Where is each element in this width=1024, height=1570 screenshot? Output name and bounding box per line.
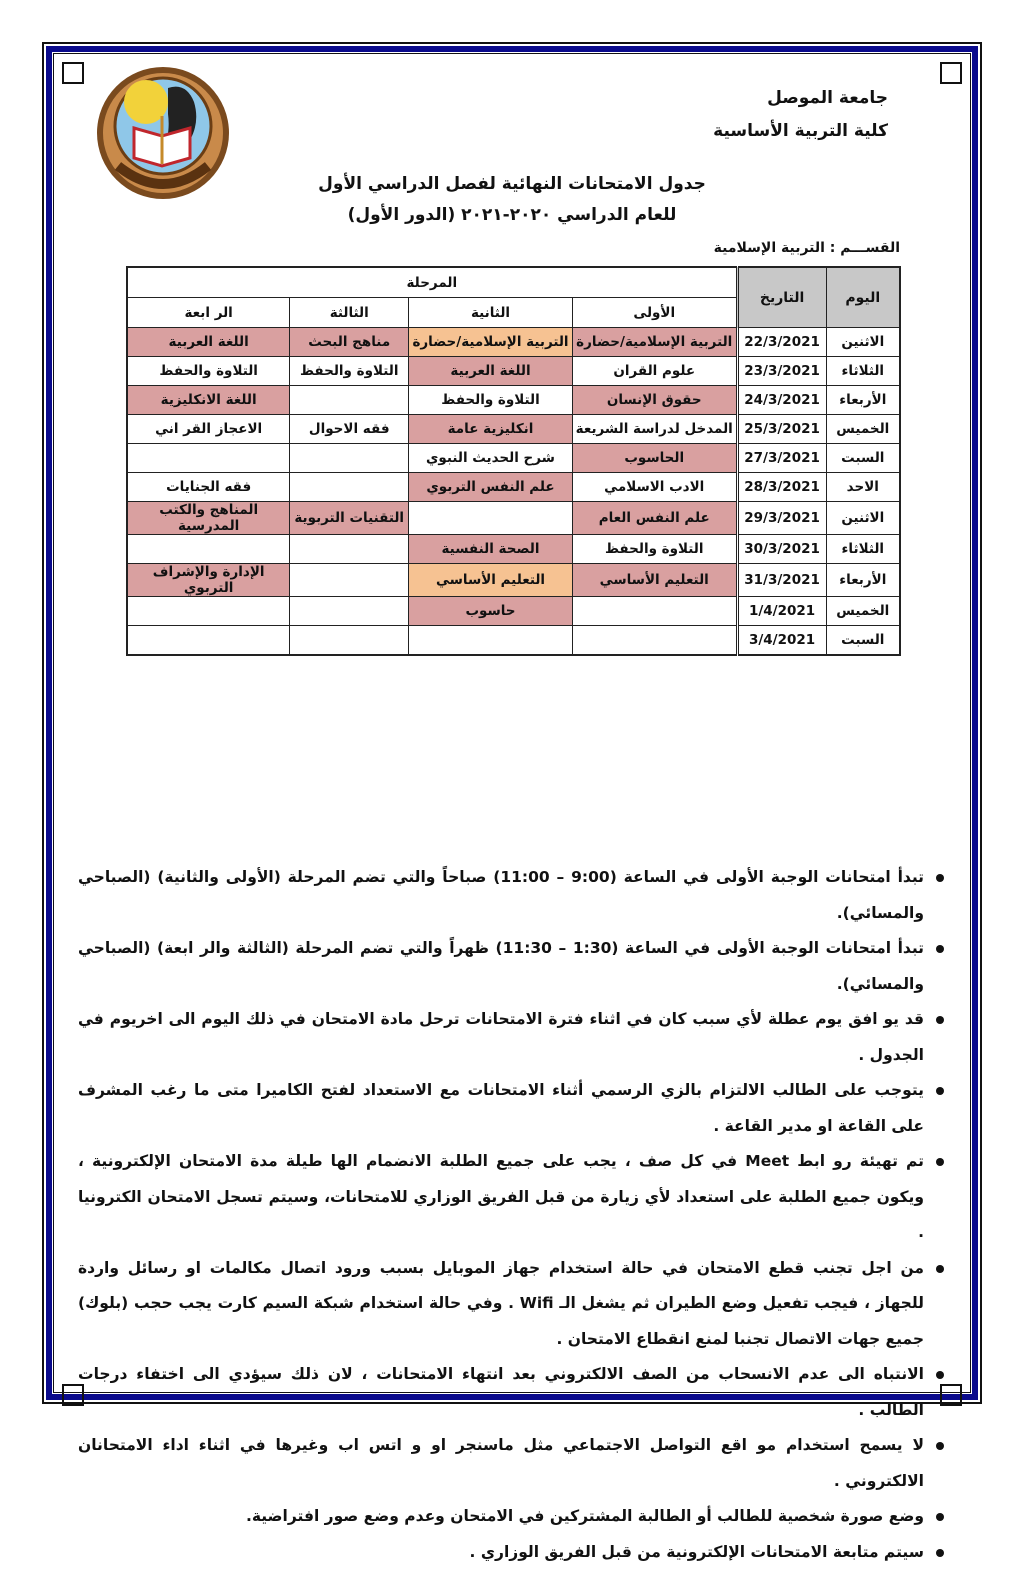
- subject-cell: التلاوة والحفظ: [572, 535, 737, 564]
- date-cell: 24/3/2021: [737, 386, 826, 415]
- exam-schedule-table: [126, 266, 901, 656]
- subject-cell: التلاوة والحفظ: [127, 357, 290, 386]
- subject-cell: [290, 444, 409, 473]
- subject-cell: [290, 535, 409, 564]
- subject-cell: اللغة الانكليزية: [127, 386, 290, 415]
- day-cell: الأربعاء: [826, 386, 900, 415]
- header-stage-2: الثانية: [409, 298, 573, 328]
- table-row: [127, 415, 900, 444]
- instruction-item: سيتم متابعة الامتحانات الإلكترونية من قبل الفريق الوزاري .: [78, 1535, 924, 1570]
- subject-cell: الصحة النفسية: [409, 535, 573, 564]
- subject-cell: علم النفس التربوي: [409, 473, 573, 502]
- instruction-item: تبدأ امتحانات الوجبة الأولى في الساعة (1:30 – 11:30) ظهراً والتي تضم المرحلة (الثالثة والر ابعة) (الصباحي والمسائي).: [78, 931, 924, 1002]
- subject-cell: المناهج والكتب المدرسية: [127, 502, 290, 535]
- date-cell: 29/3/2021: [737, 502, 826, 535]
- university-name: جامعة الموصل: [767, 88, 888, 108]
- header-day: اليوم: [826, 267, 900, 328]
- instruction-item: لا يسمح استخدام مو اقع التواصل الاجتماعي مثل ماسنجر او و اتس اب وغيرها في اثناء اداء الامتحانان الالكتروني .: [78, 1428, 924, 1499]
- document-subtitle: للعام الدراسي ٢٠٢٠-٢٠٢١ (الدور الأول): [0, 205, 1024, 225]
- subject-cell: [290, 386, 409, 415]
- date-cell: 31/3/2021: [737, 564, 826, 597]
- day-cell: الاثنين: [826, 328, 900, 357]
- subject-cell: [409, 502, 573, 535]
- table-row: [127, 444, 900, 473]
- day-cell: السبت: [826, 626, 900, 656]
- subject-cell: انكليزية عامة: [409, 415, 573, 444]
- date-cell: 27/3/2021: [737, 444, 826, 473]
- subject-cell: شرح الحديث النبوي: [409, 444, 573, 473]
- date-cell: 23/3/2021: [737, 357, 826, 386]
- border-corner-ornament: [940, 62, 962, 84]
- table-row: [127, 328, 900, 357]
- subject-cell: حاسوب: [409, 597, 573, 626]
- subject-cell: [290, 564, 409, 597]
- subject-cell: [572, 597, 737, 626]
- subject-cell: الإدارة والإشراف التربوي: [127, 564, 290, 597]
- instruction-item: من اجل تجنب قطع الامتحان في حالة استخدام جهاز الموبايل بسبب ورود اتصال مكالمات او رسائل واردة للجهاز ، فيجب تفعيل وضع الطيران ثم يشغل الـ Wifi . وفي حالة استخدام شبكة السيم كارت يجب حجب (بلوك) جميع جهات الاتصال تجنبا لمنع انقطاع الامتحان .: [78, 1251, 924, 1358]
- day-cell: الاحد: [826, 473, 900, 502]
- date-cell: 28/3/2021: [737, 473, 826, 502]
- exam-instructions-list: [78, 860, 942, 1570]
- subject-cell: حقوق الإنسان: [572, 386, 737, 415]
- table-row: [127, 386, 900, 415]
- subject-cell: المدخل لدراسة الشريعة: [572, 415, 737, 444]
- day-cell: الثلاثاء: [826, 535, 900, 564]
- subject-cell: [290, 597, 409, 626]
- table-row: [127, 597, 900, 626]
- day-cell: الأربعاء: [826, 564, 900, 597]
- header-stage-3: الثالثة: [290, 298, 409, 328]
- subject-cell: علم النفس العام: [572, 502, 737, 535]
- date-cell: 3/4/2021: [737, 626, 826, 656]
- date-cell: 30/3/2021: [737, 535, 826, 564]
- day-cell: الاثنين: [826, 502, 900, 535]
- subject-cell: [572, 626, 737, 656]
- subject-cell: الادب الاسلامي: [572, 473, 737, 502]
- subject-cell: [290, 473, 409, 502]
- instruction-item: الانتباه الى عدم الانسحاب من الصف الالكتروني بعد انتهاء الامتحانات ، لان ذلك سيؤدي الى اختفاء درجات الطالب .: [78, 1357, 924, 1428]
- day-cell: الخميس: [826, 415, 900, 444]
- subject-cell: التربية الإسلامية/حضارة: [572, 328, 737, 357]
- subject-cell: [127, 626, 290, 656]
- table-row: [127, 626, 900, 656]
- header-stage-1: الأولى: [572, 298, 737, 328]
- table-row: [127, 357, 900, 386]
- instruction-item: يتوجب على الطالب الالتزام بالزي الرسمي أثناء الامتحانات مع الاستعداد لفتح الكاميرا متى ما رغب المشرف على القاعة او مدير القاعة .: [78, 1073, 924, 1144]
- header-stage: المرحلة: [127, 267, 737, 298]
- subject-cell: [409, 626, 573, 656]
- subject-cell: الاعجاز القر اني: [127, 415, 290, 444]
- subject-cell: مناهج البحث: [290, 328, 409, 357]
- table-row: [127, 535, 900, 564]
- subject-cell: التعليم الأساسي: [409, 564, 573, 597]
- date-cell: 1/4/2021: [737, 597, 826, 626]
- subject-cell: التربية الإسلامية/حضارة: [409, 328, 573, 357]
- subject-cell: [127, 535, 290, 564]
- subject-cell: التعليم الأساسي: [572, 564, 737, 597]
- subject-cell: اللغة العربية: [409, 357, 573, 386]
- college-name: كلية التربية الأساسية: [713, 121, 888, 141]
- date-cell: 22/3/2021: [737, 328, 826, 357]
- subject-cell: الحاسوب: [572, 444, 737, 473]
- subject-cell: [127, 444, 290, 473]
- table-row: [127, 564, 900, 597]
- subject-cell: التقنيات التربوية: [290, 502, 409, 535]
- day-cell: الثلاثاء: [826, 357, 900, 386]
- subject-cell: [127, 597, 290, 626]
- header-date: التاريخ: [737, 267, 826, 328]
- instruction-item: قد يو افق يوم عطلة لأي سبب كان في اثناء فترة الامتحانات ترحل مادة الامتحان في ذلك اليوم الى اخريوم في الجدول .: [78, 1002, 924, 1073]
- department-label: القســـم : التربية الإسلامية: [714, 240, 900, 256]
- subject-cell: [290, 626, 409, 656]
- date-cell: 25/3/2021: [737, 415, 826, 444]
- instruction-item: تم تهيئة رو ابط Meet في كل صف ، يجب على جميع الطلبة الانضمام الها طيلة مدة الامتحان الإلكترونية ، ويكون جميع الطلبة على استعداد لأي زيارة من قبل الفريق الوزاري للامتحانات، وسيتم تسجل الامتحان الكترونيا .: [78, 1144, 924, 1251]
- subject-cell: فقه الاحوال: [290, 415, 409, 444]
- subject-cell: فقه الجنايات: [127, 473, 290, 502]
- table-row: [127, 473, 900, 502]
- instruction-item: وضع صورة شخصية للطالب أو الطالبة المشتركين في الامتحان وعدم وضع صور افتراضية.: [78, 1499, 924, 1535]
- document-title: جدول الامتحانات النهائية لفصل الدراسي الأول: [0, 174, 1024, 194]
- instruction-item: تبدأ امتحانات الوجبة الأولى في الساعة (9:00 – 11:00) صباحاً والتي تضم المرحلة (الأولى والثانية) (الصباحي والمسائي).: [78, 860, 924, 931]
- day-cell: السبت: [826, 444, 900, 473]
- subject-cell: التلاوة والحفظ: [290, 357, 409, 386]
- subject-cell: التلاوة والحفظ: [409, 386, 573, 415]
- subject-cell: اللغة العربية: [127, 328, 290, 357]
- header-stage-4: الر ابعة: [127, 298, 290, 328]
- table-row: [127, 502, 900, 535]
- subject-cell: علوم القران: [572, 357, 737, 386]
- day-cell: الخميس: [826, 597, 900, 626]
- border-corner-ornament: [940, 1384, 962, 1406]
- border-corner-ornament: [62, 62, 84, 84]
